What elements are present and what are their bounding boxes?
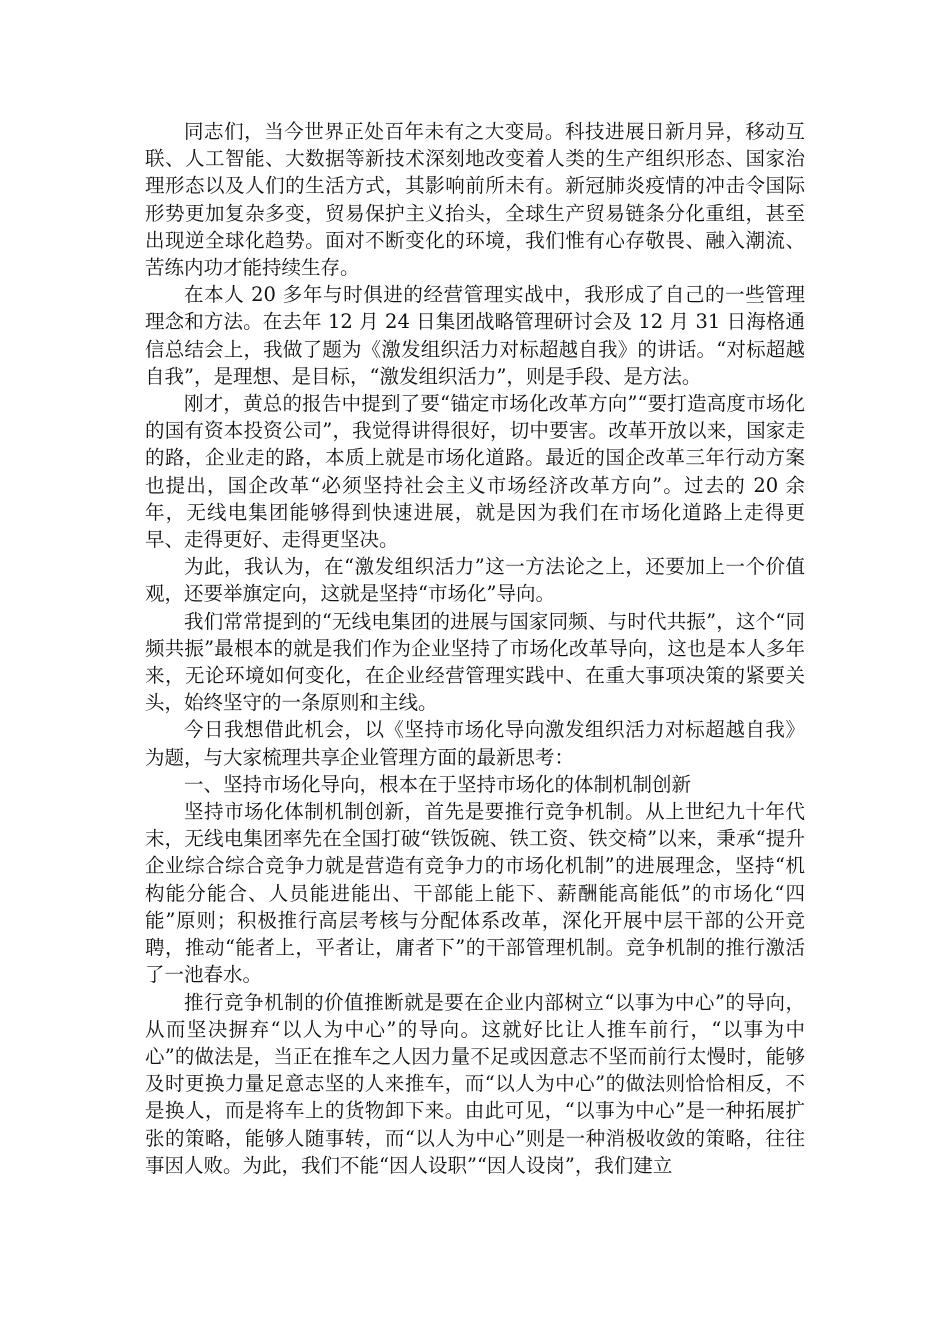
paragraph: 同志们，当今世界正处百年未有之大变局。科技进展日新月异，移动互联、人工智能、大数据等新技术深刻地改变着人类的生产组织形态、国家治理形态以及人们的生活方式，其影响前所未有。新冠肺炎疫情的冲击令国际形势更加复杂多变，贸易保护主义抬头，全球生产贸易链条分化重组，甚至出现逆全球化趋势。面对不断变化的环境，我们惟有心存敬畏、融入潮流、苦练内功才能持续生存。 <box>145 120 805 280</box>
paragraph: 为此，我认为，在“激发组织活力”这一方法论之上，还要加上一个价值观，还要举旗定向，这就是坚持“市场化”导向。 <box>145 555 805 606</box>
paragraph: 在本人 20 多年与时俱进的经营管理实战中，我形成了自己的一些管理理念和方法。在去年 12 月 24 日集团战略管理研讨会及 12 月 31 日海格通信总结会上，我做了题为《激发组织活力对标超越自我》的讲话。“对标超越自我”，是理想、是目标，“激发组织活力”，则是手段、是方法。 <box>145 283 805 388</box>
section-heading: 一、坚持市场化导向，根本在于坚持市场化的体制机制创新 <box>184 772 692 796</box>
paragraph: 今日我想借此机会，以《坚持市场化导向激发组织活力对标超越自我》为题，与大家梳理共享企业管理方面的最新思考： <box>145 718 805 769</box>
paragraph: 推行竞争机制的价值推断就是要在企业内部树立“以事为中心”的导向，从而坚决摒弃“以人为中心”的导向。这就好比让人推车前行，“以事为中心”的做法是，当正在推车之人因力量不足或因意志不坚而前行太慢时，能够及时更换力量足意志坚的人来推车，而“以人为中心”的做法则恰恰相反，不是换人，而是将车上的货物卸下来。由此可见，“以事为中心”是一种拓展扩张的策略，能够人随事转，而“以人为中心”则是一种消极收敛的策略，往往事因人败。为此，我们不能“因人设职”“因人设岗”，我们建立 <box>145 990 805 1177</box>
paragraph: 坚持市场化体制机制创新，首先是要推行竞争机制。从上世纪九十年代末，无线电集团率先在全国打破“铁饭碗、铁工资、铁交椅”以来，秉承“提升企业综合综合竞争力就是营造有竞争力的市场化机制”的进展理念，坚持“机构能分能合、人员能进能出、干部能上能下、薪酬能高能低”的市场化“四能”原则；积极推行高层考核与分配体系改革，深化开展中层干部的公开竞聘，推动“能者上，平者让，庸者下”的干部管理机制。竞争机制的推行激活了一池春水。 <box>145 800 805 987</box>
paragraph: 我们常常提到的“无线电集团的进展与国家同频、与时代共振”，这个“同频共振”最根本的就是我们作为企业坚持了市场化改革导向，这也是本人多年来，无论环境如何变化，在企业经营管理实践中、在重大事项决策的紧要关头，始终坚守的一条原则和主线。 <box>145 609 805 715</box>
paragraph: 刚才，黄总的报告中提到了要“锚定市场化改革方向”“要打造高度市场化的国有资本投资公司”，我觉得讲得很好，切中要害。改革开放以来，国家走的路，企业走的路，本质上就是市场化道路。最近的国企改革三年行动方案也提出，国企改革“必须坚持社会主义市场经济改革方向”。过去的 20 余年，无线电集团能够得到快速进展，就是因为我们在市场化道路上走得更早、走得更好、走得更坚决。 <box>145 392 805 552</box>
document-body <box>145 118 805 1179</box>
